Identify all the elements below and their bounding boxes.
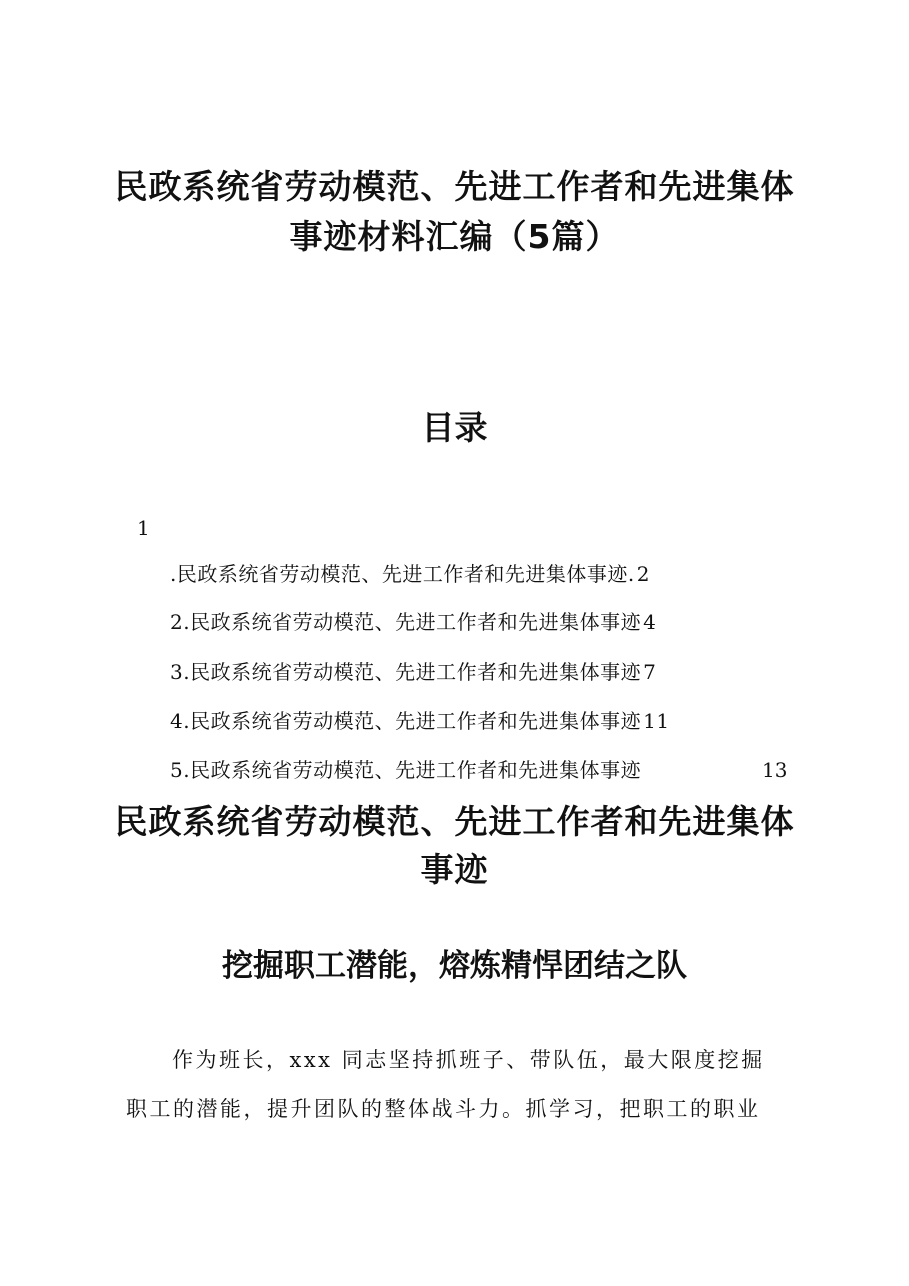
toc-item-page: 2 — [636, 562, 650, 586]
toc-item[interactable] — [170, 607, 656, 637]
toc-heading: 目录 — [421, 408, 488, 447]
toc-item[interactable] — [170, 657, 656, 687]
toc-item[interactable] — [170, 559, 650, 589]
section-title-line2: 事迹 — [420, 850, 489, 889]
toc-item-text: 2.民政系统省劳动模范、先进工作者和先进集体事迹 — [170, 610, 642, 634]
toc-item-page: 7 — [643, 660, 657, 684]
section-title-line1: 民政系统省劳动模范、先进工作者和先进集体 — [114, 802, 795, 841]
toc-item-text: .民政系统省劳动模范、先进工作者和先进集体事迹. — [170, 562, 635, 586]
section-subtitle: 挖掘职工潜能，熔炼精悍团结之队 — [222, 948, 687, 984]
toc-item-text: 4.民政系统省劳动模范、先进工作者和先进集体事迹 — [170, 709, 642, 733]
toc-item-page: 11 — [643, 709, 670, 733]
toc-item[interactable] — [170, 706, 670, 736]
toc-item-text: 5.民政系统省劳动模范、先进工作者和先进集体事迹 — [170, 758, 642, 782]
toc-item-page: 13 — [762, 758, 788, 782]
toc-item[interactable] — [170, 755, 641, 785]
paragraph-line: 职工的潜能，提升团队的整体战斗力。抓学习，把职工的职业 — [126, 1097, 761, 1121]
paragraph-line: 作为班长，xxx 同志坚持抓班子、带队伍，最大限度挖掘 — [172, 1048, 765, 1072]
document-title-line1: 民政系统省劳动模范、先进工作者和先进集体 — [114, 167, 795, 206]
toc-item-text: 3.民政系统省劳动模范、先进工作者和先进集体事迹 — [170, 660, 642, 684]
toc-lone-number: 1 — [137, 516, 150, 540]
document-title-line2: 事迹材料汇编（5篇） — [289, 217, 620, 256]
toc-item-page: 4 — [643, 610, 657, 634]
